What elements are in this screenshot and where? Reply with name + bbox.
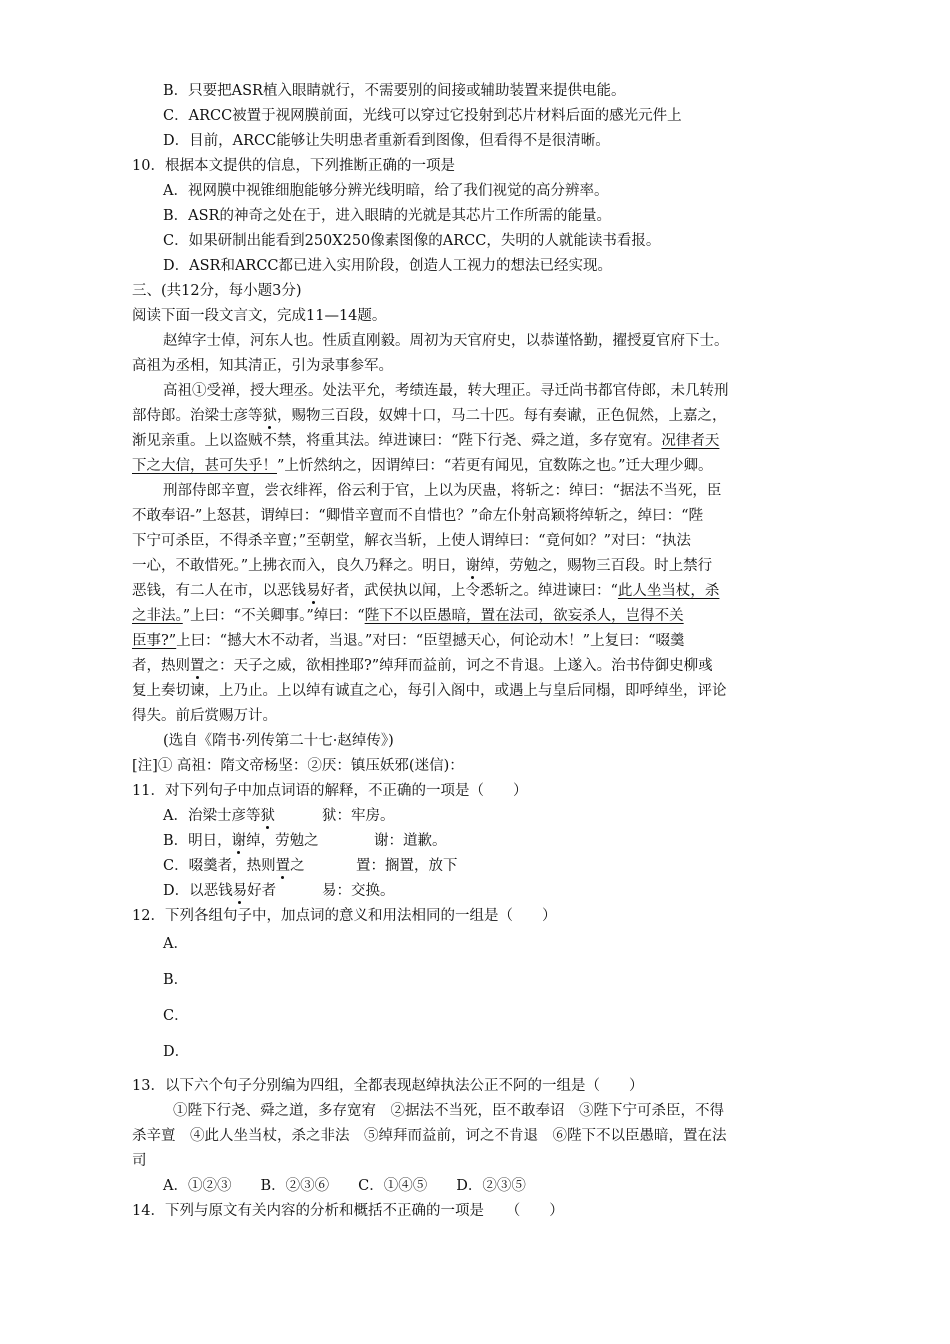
section-intro: 阅读下面一段文言文，完成11—14题。 [132, 308, 387, 324]
option-text: 之 [290, 858, 305, 874]
q9-option-c: C．ARCC被置于视网膜前面，光线可以穿过它投射到芯片材料后面的感光元件上 [163, 108, 682, 124]
passage-line: 赵绰字士倬，河东人也。性质直刚毅。周初为天官府史，以恭谨恪勤，擢授夏官府下士。 [163, 333, 729, 349]
underlined-sentence: 下之大信，甚可失乎！ [132, 458, 277, 474]
option-text: D．以恶钱 [163, 883, 233, 899]
q12-option-d: D． [163, 1044, 190, 1060]
q13-stem: 13．以下六个句子分别编为四组，全都表现赵绰执法公正不阿的一组是（ ） [132, 1078, 644, 1094]
option-text: C．啜羹者，热则 [163, 858, 276, 874]
q11-option-b [163, 831, 319, 853]
q10-option-c: C．如果研制出能看到250X250像素图像的ARCC，失明的人就能读书看报。 [163, 233, 661, 249]
q11-stem: 11．对下列句子中加点词语的解释，不正确的一项是（ ） [132, 783, 528, 799]
dotted-word: 谢 [231, 833, 247, 849]
dotted-word-zhi: 置 [190, 658, 205, 674]
dotted-word: 置 [275, 858, 291, 874]
passage-text: 部侍郎。治梁士彦等 [132, 408, 263, 424]
q13-sentences-line: 司 [132, 1153, 147, 1169]
q10-option-d: D．ASR和ARCC都已进入实用阶段，创造人工视力的想法已经实现。 [163, 258, 613, 274]
underlined-sentence: 况律者天 [661, 433, 720, 449]
passage-line [132, 656, 713, 678]
passage-text: 上曰：“撼大木不动者，当退。”对曰：“臣望撼天心，何论动木！”上复曰：“啜羹 [176, 633, 685, 649]
q13-options: A．①②③ B．②③⑥ C．①④⑤ D．②③⑤ [163, 1178, 526, 1194]
passage-line: 不敢奉诏-”上怒甚，谓绰曰：“卿惜辛亶而不自惜也？”命左仆射高颖将绰斩之，绰曰：“陛 [132, 508, 704, 524]
passage-note: [注]① 高祖：隋文帝杨坚：②厌：镇压妖邪(迷信)： [132, 758, 464, 774]
section-heading: 三、(共12分，每小题3分) [132, 283, 302, 299]
passage-line [132, 631, 685, 653]
q11-gloss-c: 置：搁置，放下 [356, 858, 458, 874]
passage-line [132, 431, 719, 453]
dotted-word: 易 [232, 883, 248, 899]
passage-line: 高祖为丞相，知其清正，引为录事参军。 [132, 358, 393, 374]
dotted-word-yu: 狱 [262, 408, 277, 424]
passage-line [132, 406, 727, 428]
q12-option-b: B． [163, 972, 189, 988]
passage-line: 高祖①受禅，授大理丞。处法平允，考绩连最，转大理正。寻迁尚书都官侍郎，未几转刑 [163, 383, 729, 399]
q11-gloss-a: 狱：牢房。 [322, 808, 395, 824]
q11-option-c [163, 856, 305, 878]
passage-line: 得失。前后赏赐万计。 [132, 708, 277, 724]
q12-option-a: A． [163, 936, 188, 952]
passage-text: 渐见亲重。上以盗贼不禁，将重其法。绰进谏曰：“陛下行尧、舜之道，多存宽宥。 [132, 433, 662, 449]
q11-gloss-b: 谢：道歉。 [374, 833, 447, 849]
dotted-word-yi: 易 [306, 583, 321, 599]
q13-sentences-line: ①陛下行尧、舜之道，多存宽宥 ②据法不当死，臣不敢奉诏 ③陛下宁可杀臣，不得 [173, 1103, 724, 1119]
passage-text: 者，热则 [132, 658, 190, 674]
passage-text: ”上忻然纳之，因谓绰曰：“若更有闻见，宜数陈之也。”迁大理少卿。 [277, 458, 713, 474]
q11-gloss-d: 易：交换。 [322, 883, 395, 899]
q14-stem: 14．下列与原文有关内容的分析和概括不正确的一项是 （ ） [132, 1203, 564, 1219]
passage-line [132, 556, 712, 578]
q13-sentences-line: 杀辛亶 ④此人坐当杖，杀之非法 ⑤绰拜而益前，诃之不肯退 ⑥陛下不以臣愚暗，置在法 [132, 1128, 727, 1144]
passage-line: 刑部侍郎辛亶，尝衣绯裈，俗云利于官，上以为厌蛊，将斩之：绰曰：“据法不当死，臣 [163, 483, 722, 499]
q9-option-d: D．目前，ARCC能够让失明患者重新看到图像，但看得不是很清晰。 [163, 133, 610, 149]
passage-text: 之：天子之威，欲相挫耶?”绰拜而益前，诃之不肯退。上遂入。治书侍御史柳彧 [204, 658, 713, 674]
q10-option-a: A．视网膜中视锥细胞能够分辨光线明暗，给了我们视觉的高分辨率。 [163, 183, 609, 199]
passage-line [132, 456, 713, 478]
underlined-sentence: 臣事?” [132, 633, 177, 649]
passage-text: 绰，劳勉之，赐物三百段。时上禁行 [480, 558, 713, 574]
underlined-sentence: 之非法。 [132, 608, 183, 624]
passage-line [132, 606, 684, 628]
q12-stem: 12．下列各组句子中，加点词的意义和用法相同的一组是（ ） [132, 908, 557, 924]
passage-text: ，赐物三百段，奴婢十口，马二十匹。每有奏谳，正色侃然，上嘉之， [277, 408, 727, 424]
q12-option-c: C． [163, 1008, 189, 1024]
passage-text: 恶钱，有二人在市，以恶钱 [132, 583, 306, 599]
option-text: B．明日， [163, 833, 232, 849]
dotted-word: 狱 [260, 808, 275, 824]
option-text: A．治梁士彦等 [163, 808, 261, 824]
q10-option-b: B．ASR的神奇之处在于，进入眼睛的光就是其芯片工作所需的能量。 [163, 208, 611, 224]
passage-source: (选自《隋书·列传第二十七·赵绰传》) [163, 733, 394, 749]
underlined-sentence: 此人坐当杖，杀 [617, 583, 720, 599]
underlined-sentence: 陛下不以臣愚暗，置在法司，欲妄杀人，岂得不关 [364, 608, 684, 624]
passage-text: ”上曰：“不关卿事。”绰曰：“ [182, 608, 365, 624]
q9-option-b: B．只要把ASR植入眼睛就行，不需要别的间接或辅助装置来提供电能。 [163, 83, 626, 99]
passage-line: 复上奏切谏，上乃止。上以绰有诚直之心，每引入阁中，或遇上与皇后同榻，即呼绰坐，评论 [132, 683, 727, 699]
q11-option-d [163, 881, 276, 903]
passage-text: 好者，武侯执以闻，上令悉斩之。绰进谏曰：“ [320, 583, 618, 599]
q10-stem: 10．根据本文提供的信息，下列推断正确的一项是 [132, 158, 455, 174]
passage-line: 下宁可杀臣，不得杀辛亶；”至朝堂，解衣当斩，上使人谓绰曰：“竟何如？”对曰：“执法 [132, 533, 691, 549]
option-text: 绰，劳勉之 [246, 833, 319, 849]
dotted-word-xie: 谢 [465, 558, 481, 574]
option-text: 好者 [247, 883, 277, 899]
q11-option-a [163, 806, 275, 828]
passage-line [132, 581, 719, 603]
passage-text: 一心，不敢惜死。”上拂衣而入，良久乃释之。明日， [132, 558, 466, 574]
